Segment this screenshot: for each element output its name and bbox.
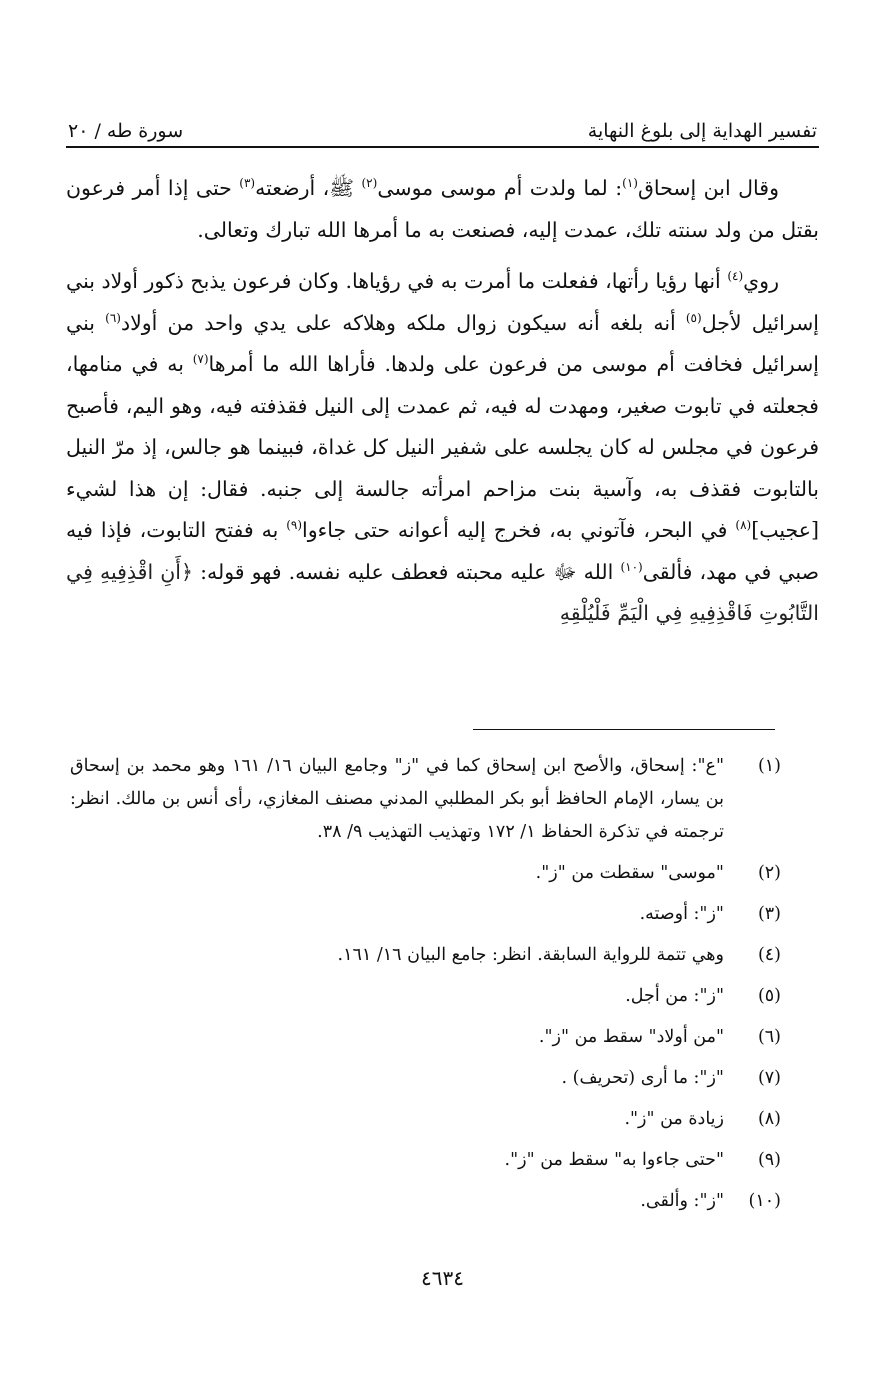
footnote-text: وهي تتمة للرواية السابقة. انظر: جامع البيان ١٦/ ١٦١. bbox=[337, 945, 724, 965]
footnote-text: "ز": أوصته. bbox=[639, 904, 724, 924]
running-header bbox=[68, 108, 817, 142]
text-run: روي bbox=[743, 269, 779, 293]
footnote-reference: (١) bbox=[622, 176, 638, 191]
footnote-item bbox=[70, 898, 781, 931]
page-number: ٤٦٣٤ bbox=[421, 1266, 464, 1290]
footnote-reference: (٥) bbox=[685, 310, 702, 325]
footnote-number: (٧) bbox=[757, 1068, 781, 1088]
footnote-number: (٥) bbox=[757, 986, 781, 1006]
footnote-item bbox=[70, 1144, 781, 1177]
footnote-number: (٩) bbox=[757, 1150, 781, 1170]
paragraph bbox=[66, 261, 819, 635]
quran-verse: ﴿أَنِ اقْذِفِيهِ فِي التَّابُوتِ فَاقْذِفِيهِ فِي الْيَمِّ فَلْيُلْقِهِ bbox=[66, 559, 819, 625]
text-run: : لما ولدت أم موسى موسى bbox=[377, 176, 623, 200]
text-run: ﷺ، أرضعته bbox=[255, 176, 362, 200]
footnote-reference: (٩) bbox=[286, 518, 303, 533]
footnote-divider bbox=[473, 729, 775, 730]
footnote-text: "ع": إسحاق، والأصح ابن إسحاق كما في "ز" وجامع البيان ١٦/ ١٦١ وهو محمد بن إسحاق بن يسار، الإمام الحافظ أبو بكر المطلبي المدني مصنف المغازي، رأى أنس بن مالك. انظر: ترجمته في تذكرة الحفاظ ١/ ١٧٢ وتهذيب التهذيب ٩/ ٣٨. bbox=[70, 756, 724, 842]
footnote-reference: (٧) bbox=[192, 352, 209, 367]
paragraph bbox=[66, 168, 819, 251]
footnote-text: "ز": ما أرى (تحريف) . bbox=[561, 1068, 724, 1088]
footnote-reference: (٣) bbox=[239, 176, 256, 191]
text-run: حتى إذا أمر فرعون بقتل من ولد سنته تلك، عمدت إليه، فصنعت به ما أمرها الله تبارك وتعالى. bbox=[66, 176, 819, 242]
text-run: أنه بلغه أنه سيكون زوال ملكه وهلاكه على يدي واحد من أولاد bbox=[120, 310, 686, 335]
footnote-number: (٦) bbox=[757, 1027, 781, 1047]
footnote-number: (١٠) bbox=[748, 1191, 781, 1211]
text-run: وقال ابن إسحاق bbox=[637, 176, 779, 200]
text-run: في البحر، فآتوني به، فخرج إليه أعوانه حتى جاءوا bbox=[302, 518, 736, 542]
text-run: به ففتح التابوت، فإذا فيه صبي في مهد، فألقى bbox=[66, 518, 820, 584]
main-text bbox=[66, 168, 819, 635]
footnote-number: (٣) bbox=[757, 904, 781, 924]
footnote-reference: (١٠) bbox=[620, 559, 643, 574]
footnote-item bbox=[70, 857, 781, 890]
text-run: بني إسرائيل فخافت أم موسى من فرعون على ولدها. فأراها الله ما أمرها bbox=[66, 310, 819, 376]
footnote-reference: (٨) bbox=[735, 518, 752, 533]
footnotes-list bbox=[70, 750, 781, 1226]
footnote-reference: (٦) bbox=[105, 310, 121, 325]
footnote-text: "ز": من أجل. bbox=[625, 986, 724, 1006]
footnote-item bbox=[70, 939, 781, 972]
text-run: به في منامها، فجعلته في تابوت صغير، ومهدت له فيه، ثم عمدت إلى النيل فقذفته فيه، وهو اليم، فأصبح فرعون في مجلس له كان يجلسه على شفير النيل كل غداة، فبينما هو جالس، إذ مرّ النيل بالتابوت فقذف به، وآسية بنت مزاحم امرأته جالسة إلى جنبه. فقال: إن هذا لشيء [عجيب] bbox=[66, 352, 819, 542]
book-title: تفسير الهداية إلى بلوغ النهاية bbox=[587, 120, 817, 142]
footnote-number: (٤) bbox=[757, 945, 781, 965]
footnote-number: (١) bbox=[757, 756, 781, 776]
footnote-reference: (٤) bbox=[727, 269, 744, 284]
footnote-text: "ز": وألقى. bbox=[640, 1191, 724, 1211]
footnote-item bbox=[70, 1021, 781, 1054]
footnote-reference: (٢) bbox=[361, 176, 378, 191]
text-run: أنها رؤيا رأتها، ففعلت ما أمرت به في رؤياها. وكان فرعون يذبح ذكور أولاد بني إسرائيل لأجل bbox=[66, 269, 820, 335]
footnote-item bbox=[70, 1185, 781, 1218]
footnote-item bbox=[70, 1062, 781, 1095]
footnote-item bbox=[70, 750, 781, 849]
surah-label: سورة طه / ٢٠ bbox=[68, 120, 184, 142]
footnote-text: "من أولاد" سقط من "ز". bbox=[538, 1027, 724, 1047]
footnote-number: (٨) bbox=[757, 1109, 781, 1129]
header-divider bbox=[66, 146, 819, 148]
footnote-text: زيادة من "ز". bbox=[624, 1109, 724, 1129]
footnote-text: "موسى" سقطت من "ز". bbox=[535, 863, 724, 883]
footnote-number: (٢) bbox=[757, 863, 781, 883]
footnote-text: "حتى جاءوا به" سقط من "ز". bbox=[504, 1150, 724, 1170]
footnote-item bbox=[70, 980, 781, 1013]
text-run: الله ﷻ عليه محبته فعطف عليه نفسه. فهو قوله: bbox=[193, 559, 621, 584]
footnote-item bbox=[70, 1103, 781, 1136]
